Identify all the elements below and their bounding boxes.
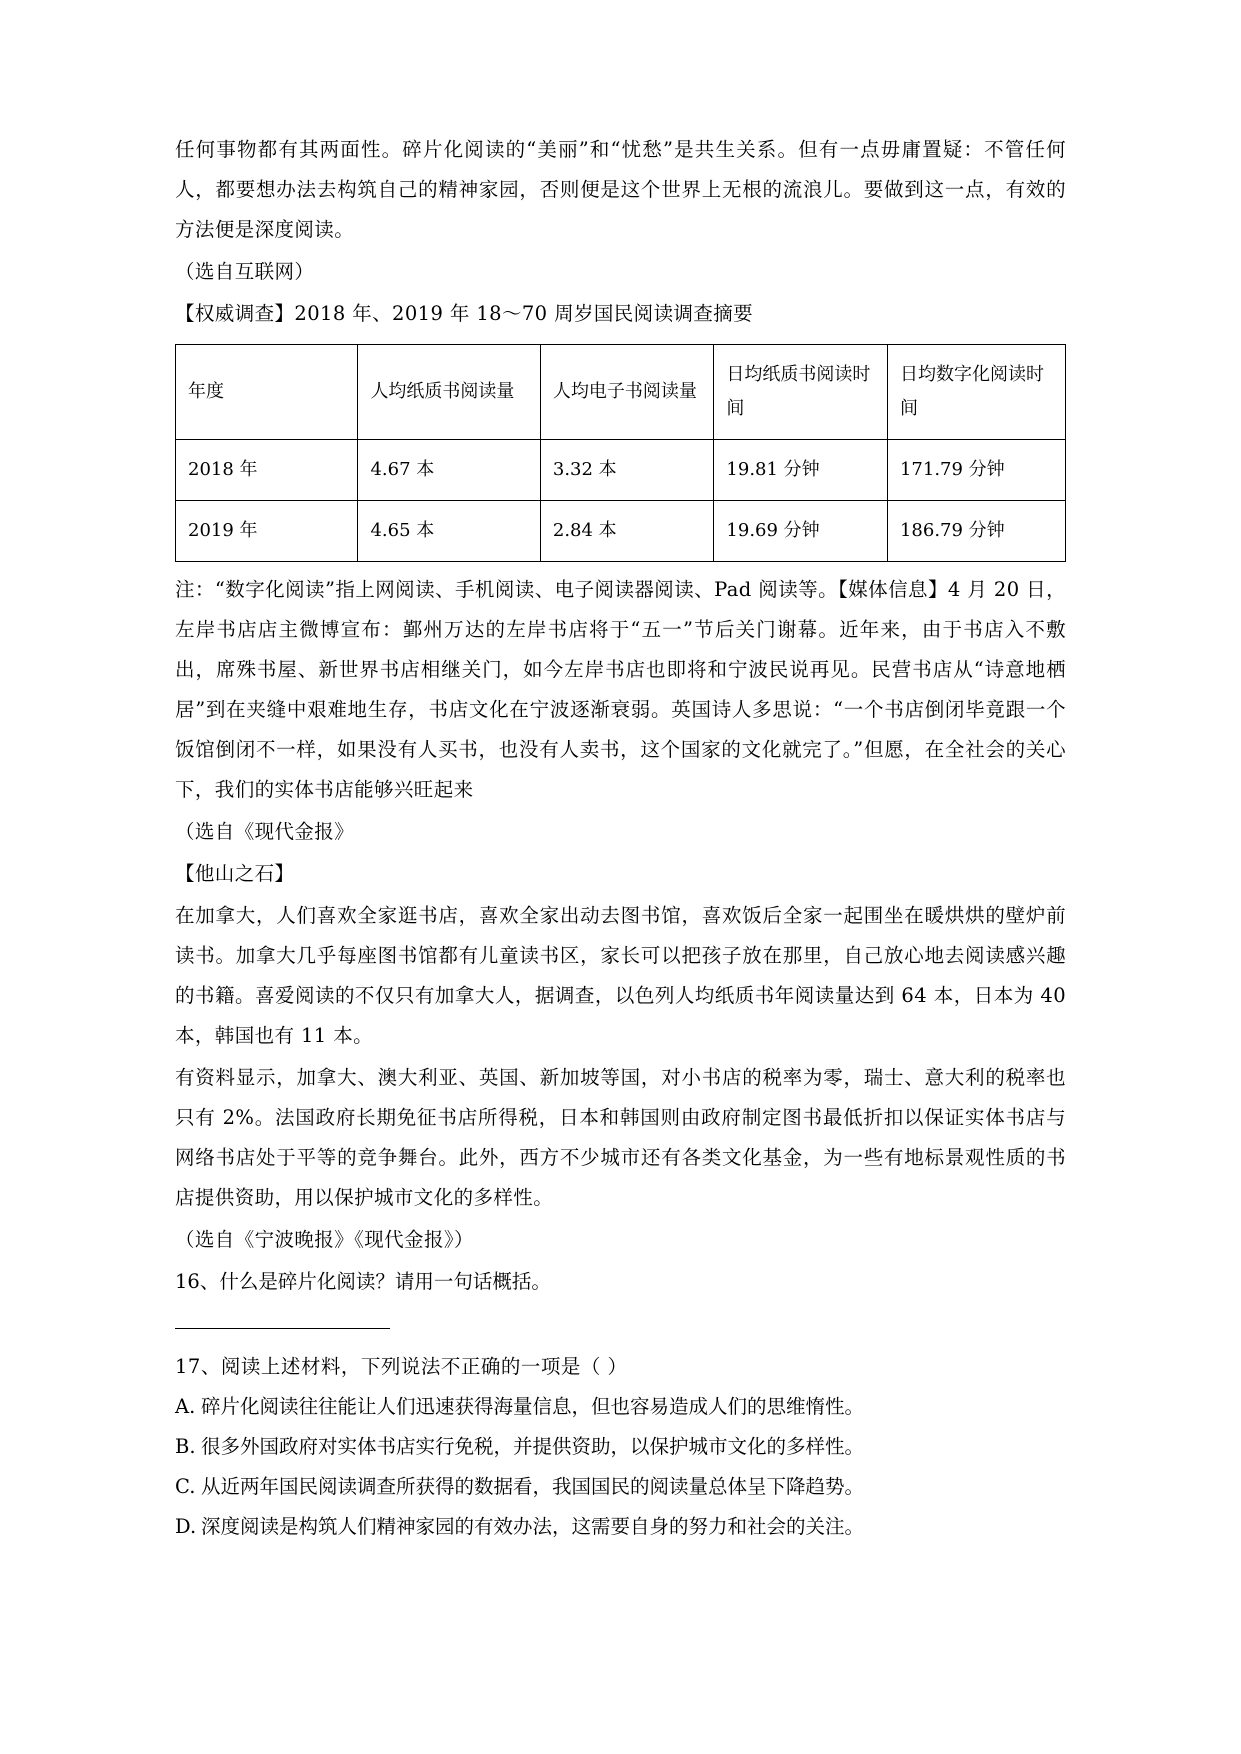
table-header-cell: 人均电子书阅读量 (540, 345, 714, 440)
stone-paragraph-1: 在加拿大，人们喜欢全家逛书店，喜欢全家出动去图书馆，喜欢饭后全家一起围坐在暖烘烘的壁炉前读书。加拿大几乎每座图书馆都有儿童读书区，家长可以把孩子放在那里，自己放心地去阅读感兴趣的书籍。喜爱阅读的不仅只有加拿大人，据调查，以色列人均纸质书年阅读量达到 64 本，日本为 40 本，韩国也有 11 本。 (175, 904, 1066, 1047)
option-d-text: 深度阅读是构筑人们精神家园的有效办法，这需要自身的努力和社会的关注。 (201, 1515, 865, 1538)
table-cell: 186.79 分钟 (887, 501, 1065, 562)
table-cell: 2019 年 (176, 501, 358, 562)
table-row (176, 501, 1066, 562)
question-17: 17、阅读上述材料，下列说法不正确的一项是（ ） (175, 1355, 628, 1378)
option-a[interactable] (175, 1387, 1066, 1427)
table-header-row (176, 345, 1066, 440)
reading-survey-table (175, 344, 1066, 562)
option-c[interactable] (175, 1467, 1066, 1507)
table-cell: 2.84 本 (540, 501, 714, 562)
table-cell: 171.79 分钟 (887, 440, 1065, 501)
option-a-label: A. (175, 1395, 196, 1418)
stone-heading: 【他山之石】 (175, 862, 295, 885)
option-b-text: 很多外国政府对实体书店实行免税，并提供资助，以保护城市文化的多样性。 (201, 1435, 865, 1458)
option-b-label: B. (175, 1435, 196, 1458)
option-b[interactable] (175, 1427, 1066, 1467)
table-header-cell: 年度 (176, 345, 358, 440)
answer-blank-line (175, 1328, 390, 1329)
table-cell: 19.81 分钟 (714, 440, 888, 501)
option-d[interactable] (175, 1507, 1066, 1547)
intro-source: （选自互联网） (175, 260, 315, 283)
table-header-cell: 日均纸质书阅读时间 (714, 345, 888, 440)
option-c-text: 从近两年国民阅读调查所获得的数据看，我国国民的阅读量总体呈下降趋势。 (201, 1475, 865, 1498)
option-a-text: 碎片化阅读往往能让人们迅速获得海量信息，但也容易造成人们的思维惰性。 (201, 1395, 865, 1418)
table-cell: 19.69 分钟 (714, 501, 888, 562)
question-16: 16、什么是碎片化阅读？请用一句话概括。 (175, 1270, 551, 1293)
table-row (176, 440, 1066, 501)
table-header-cell: 人均纸质书阅读量 (358, 345, 540, 440)
note-source: （选自《现代金报》 (175, 820, 355, 843)
note-paragraph: 注：“数字化阅读”指上网阅读、手机阅读、电子阅读器阅读、Pad 阅读等。【媒体信息】4 月 20 日，左岸书店店主微博宣布：鄞州万达的左岸书店将于“五一”节后关门谢幕。近年来，由于书店入不敷出，席殊书屋、新世界书店相继关门，如今左岸书店也即将和宁波民说再见。民营书店从“诗意地栖居”到在夹缝中艰难地生存，书店文化在宁波逐渐衰弱。英国诗人多思说：“一个书店倒闭毕竟跟一个饭馆倒闭不一样，如果没有人买书，也没有人卖书，这个国家的文化就完了。”但愿，在全社会的关心下，我们的实体书店能够兴旺起来 (175, 578, 1066, 801)
table-cell: 3.32 本 (540, 440, 714, 501)
option-c-label: C. (175, 1475, 196, 1498)
table-cell: 2018 年 (176, 440, 358, 501)
table-cell: 4.65 本 (358, 501, 540, 562)
option-d-label: D. (175, 1515, 197, 1538)
intro-paragraph: 任何事物都有其两面性。碎片化阅读的“美丽”和“忧愁”是共生关系。但有一点毋庸置疑：不管任何人，都要想办法去构筑自己的精神家园，否则便是这个世界上无根的流浪儿。要做到这一点，有效的方法便是深度阅读。 (175, 138, 1066, 241)
survey-heading: 【权威调查】2018 年、2019 年 18～70 周岁国民阅读调查摘要 (175, 302, 754, 325)
table-header-cell: 日均数字化阅读时间 (887, 345, 1065, 440)
stone-paragraph-2: 有资料显示，加拿大、澳大利亚、英国、新加坡等国，对小书店的税率为零，瑞士、意大利的税率也只有 2%。法国政府长期免征书店所得税，日本和韩国则由政府制定图书最低折扣以保证实体书店与网络书店处于平等的竞争舞台。此外，西方不少城市还有各类文化基金，为一些有地标景观性质的书店提供资助，用以保护城市文化的多样性。 (175, 1066, 1066, 1209)
table-cell: 4.67 本 (358, 440, 540, 501)
stone-source: （选自《宁波晚报》《现代金报》） (175, 1228, 474, 1251)
